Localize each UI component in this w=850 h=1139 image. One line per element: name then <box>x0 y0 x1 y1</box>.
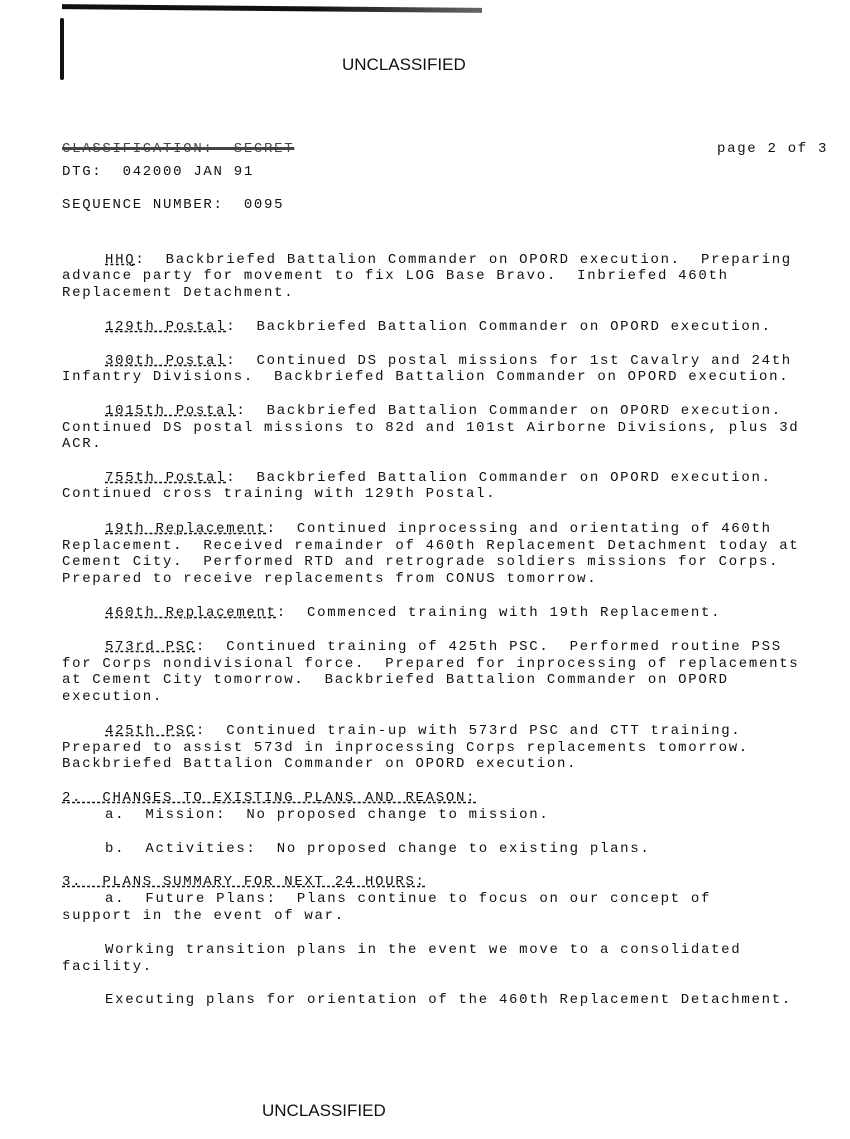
line-text: a. Mission: No proposed change to mission. <box>105 807 550 823</box>
section-label: HHQ <box>105 252 136 268</box>
line-text: execution. <box>62 689 164 705</box>
line-text: : Continued inprocessing and orientating of 460th <box>266 521 772 537</box>
dtg-line: DTG: 042000 JAN 91 <box>62 164 254 180</box>
document-line <box>105 841 650 857</box>
line-text: a. Future Plans: Plans continue to focus on our concept of <box>105 891 712 907</box>
document-line <box>62 756 577 772</box>
line-text: Working transition plans in the event we move to a consolidated <box>105 942 742 958</box>
classification-banner-bottom: UNCLASSIFIED <box>262 1101 386 1120</box>
section-label: 129th Postal <box>105 319 227 335</box>
line-text: Prepared to receive replacements from CONUS tomorrow. <box>62 571 598 587</box>
classification-line: CLASSIFICATION: SECRET <box>62 141 295 157</box>
line-text: Continued cross training with 129th Postal. <box>62 486 497 502</box>
document-line <box>62 959 153 975</box>
document-line <box>62 554 779 570</box>
document-line <box>62 740 749 756</box>
document-line <box>62 268 729 284</box>
section-label: 19th Replacement <box>105 521 267 537</box>
document-line <box>105 992 792 1008</box>
document-line <box>62 689 163 705</box>
section-label: 2. CHANGES TO EXISTING PLANS AND REASON: <box>62 790 477 806</box>
section-label: 3. PLANS SUMMARY FOR NEXT 24 HOURS: <box>62 874 426 890</box>
sequence-number: SEQUENCE NUMBER: 0095 <box>62 197 285 213</box>
line-text: Backbriefed Battalion Commander on OPORD execution. <box>62 756 578 772</box>
section-label: 460th Replacement <box>105 605 277 621</box>
section-label: 425th PSC <box>105 723 196 739</box>
document-line <box>62 285 294 301</box>
classification-banner-top: UNCLASSIFIED <box>342 55 466 74</box>
line-text: : Backbriefed Battalion Commander on OPORD execution. <box>236 403 782 419</box>
document-line <box>105 891 711 907</box>
line-text: Replacement. Received remainder of 460th Replacement Detachment today at <box>62 538 800 554</box>
line-text: advance party for movement to fix LOG Base Bravo. Inbriefed 460th <box>62 268 729 284</box>
line-text: at Cement City tomorrow. Backbriefed Battalion Commander on OPORD <box>62 672 729 688</box>
line-text: : Continued training of 425th PSC. Performed routine PSS <box>195 639 782 655</box>
document-line <box>105 403 782 419</box>
section-label: 300th Postal <box>105 353 227 369</box>
section-label: 573rd PSC <box>105 639 196 655</box>
line-text: Prepared to assist 573d in inprocessing Corps replacements tomorrow. <box>62 740 749 756</box>
line-text: Continued DS postal missions to 82d and 101st Airborne Divisions, plus 3d <box>62 420 800 436</box>
document-line <box>62 874 426 890</box>
document-line <box>105 319 772 335</box>
line-text: : Backbriefed Battalion Commander on OPORD execution. <box>226 319 772 335</box>
document-line <box>105 353 792 369</box>
line-text: for Corps nondivisional force. Prepared for inprocessing of replacements <box>62 656 800 672</box>
document-line <box>62 908 345 924</box>
section-label: 755th Postal <box>105 470 227 486</box>
document-line <box>105 521 772 537</box>
line-text: Infantry Divisions. Backbriefed Battalion Commander on OPORD execution. <box>62 369 790 385</box>
document-line <box>62 672 729 688</box>
line-text: ACR. <box>62 436 103 452</box>
section-label: 1015th Postal <box>105 403 237 419</box>
scan-artifact-mark <box>60 18 64 80</box>
line-text: : Backbriefed Battalion Commander on OPORD execution. <box>226 470 772 486</box>
page-number: page 2 of 3 <box>717 141 829 157</box>
document-line <box>62 571 597 587</box>
document-line <box>62 790 476 806</box>
document-line <box>62 369 789 385</box>
line-text: : Continued train-up with 573rd PSC and CTT training. <box>195 723 742 739</box>
line-text: Replacement Detachment. <box>62 285 295 301</box>
line-text: : Commenced training with 19th Replacement. <box>276 605 722 621</box>
line-text: : Continued DS postal missions for 1st Cavalry and 24th <box>226 353 792 369</box>
document-line <box>105 470 772 486</box>
document-line <box>105 252 792 268</box>
document-line <box>62 436 102 452</box>
document-line <box>105 639 782 655</box>
document-line <box>62 538 799 554</box>
document-line <box>105 807 549 823</box>
document-line <box>62 656 799 672</box>
line-text: b. Activities: No proposed change to existing plans. <box>105 841 651 857</box>
line-text: Executing plans for orientation of the 460th Replacement Detachment. <box>105 992 792 1008</box>
document-line <box>62 486 496 502</box>
document-line <box>105 723 741 739</box>
line-text: facility. <box>62 959 153 975</box>
line-text: Cement City. Performed RTD and retrograde soldiers missions for Corps. <box>62 554 780 570</box>
document-line <box>105 605 721 621</box>
scan-artifact-bar <box>62 4 482 13</box>
line-text: support in the event of war. <box>62 908 345 924</box>
document-line <box>105 942 741 958</box>
document-line <box>62 420 799 436</box>
line-text: : Backbriefed Battalion Commander on OPORD execution. Preparing <box>135 252 792 268</box>
